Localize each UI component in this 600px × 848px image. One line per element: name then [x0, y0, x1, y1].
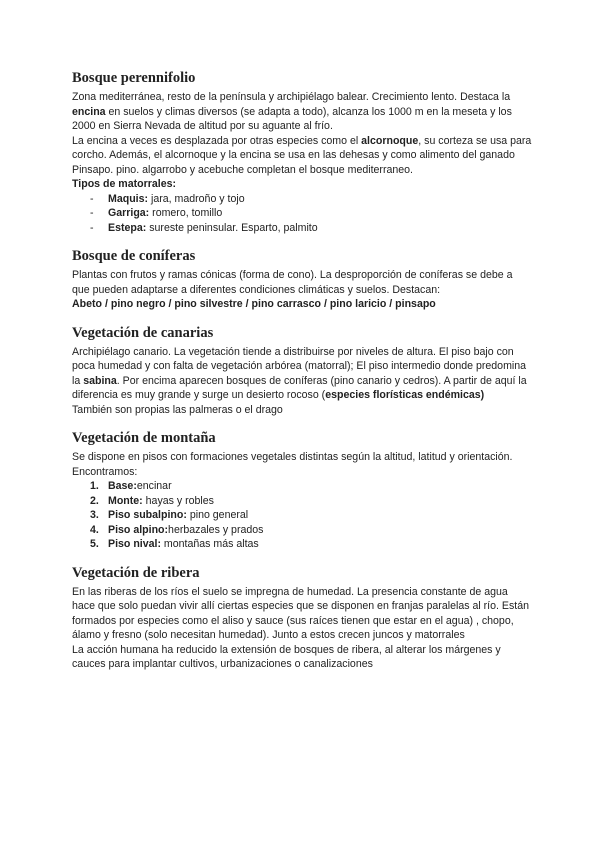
- document-content: [72, 70, 532, 685]
- matorrales-list: [72, 192, 532, 236]
- paragraph: Plantas con frutos y ramas cónicas (forma de cono). La desproporción de coníferas se debe a que pueden adaptarse a diferentes condiciones climáticas y suelos. Destacan:: [72, 269, 513, 296]
- section-title: Vegetación de montaña: [72, 430, 216, 446]
- item-number: 5.: [90, 538, 99, 550]
- text: en suelos y climas diversos (se adapta a todo), alcanza los 1000 m en la meseta y los 2000 en Sierra Nevada de altitud por su aguante al frío.: [72, 105, 512, 132]
- paragraph: [72, 297, 532, 312]
- bold-term: especies florísticas endémicas): [325, 389, 485, 401]
- paragraph: [72, 134, 532, 163]
- list-item: [72, 479, 532, 494]
- text: , su corteza se usa para corcho. Además, el alcornoque y la encina se usa en las dehesas y como alimento del ganado: [72, 134, 532, 161]
- section-vegetacion-montana: [72, 430, 532, 552]
- paragraph: La acción humana ha reducido la extensión de bosques de ribera, al alterar los márgenes y cauces para implantar cultivos, urbanizaciones o canalizaciones: [72, 643, 501, 670]
- list-item: [72, 537, 532, 552]
- section-bosque-perennifolio: [72, 70, 532, 235]
- paragraph: Pinsapo. pino. algarrobo y acebuche completan el bosque mediterraneo.: [72, 163, 413, 176]
- text: Zona mediterránea, resto de la península y archipiélago balear. Crecimiento lento. Destaca la: [72, 91, 511, 103]
- text: Archipiélago canario. La vegetación tiende a distribuirse por niveles de altura. El piso bajo con poca humedad y con falta de vegetación arbórea (matorral); El piso intermedio donde predomina la: [72, 345, 527, 387]
- item-text: romero, tomillo: [149, 207, 223, 219]
- item-number: 2.: [90, 494, 99, 507]
- paragraph: En las riberas de los ríos el suelo se impregna de humedad. La presencia constante de agua hace que solo puedan vivir allí ciertas especies que se disponen en franjas paralelas al río. Están formados por especies como el aliso y sauce (sus raíces tienen que estar en el agua) , chopo, álamo y fresno (solo necesitan humedad). Junto a estos crecen juncos y matorrales: [72, 585, 529, 641]
- item-text: montañas más altas: [160, 538, 259, 550]
- item-label: Garriga:: [108, 207, 150, 219]
- item-label: Estepa:: [108, 221, 147, 234]
- list-item: [72, 221, 532, 236]
- subheading: [72, 177, 532, 192]
- bold-term: encina: [72, 105, 106, 118]
- item-number: 3.: [90, 509, 99, 521]
- item-text: jara, madroño y tojo: [148, 192, 245, 205]
- item-number: 4.: [90, 523, 99, 536]
- bold-term: Abeto / pino negro / pino silvestre / pino carrasco / pino laricio / pinsapo: [72, 298, 436, 310]
- bold-term: sabina: [83, 374, 117, 387]
- item-text: encinar: [136, 480, 172, 492]
- list-item: [72, 494, 532, 509]
- item-text: pino general: [186, 509, 249, 521]
- bold-term: alcornoque: [361, 134, 419, 147]
- pisos-list: [72, 479, 532, 552]
- list-item: [72, 508, 532, 523]
- paragraph: [72, 345, 532, 403]
- item-label: Piso nival:: [108, 538, 161, 550]
- item-label: Piso subalpino:: [108, 509, 187, 521]
- section-bosque-coniferas: [72, 248, 532, 312]
- section-vegetacion-ribera: [72, 565, 532, 672]
- item-text: hayas y robles: [142, 494, 214, 507]
- text: La encina a veces es desplazada por otras especies como el: [72, 134, 362, 147]
- text: . Por encima aparecen bosques de coníferas (pino canario y cedros). A partir de aquí la diferencia es muy grande y surge un desierto rocoso (: [72, 374, 527, 401]
- item-text: sureste peninsular. Esparto, palmito: [146, 221, 318, 234]
- section-title: Vegetación de ribera: [72, 564, 200, 581]
- item-label: Maquis:: [108, 192, 149, 205]
- bold-term: Tipos de matorrales:: [72, 178, 177, 190]
- list-item: [72, 206, 532, 221]
- paragraph: [72, 90, 532, 134]
- item-label: Monte:: [108, 494, 143, 507]
- paragraph: Se dispone en pisos con formaciones vegetales distintas según la altitud, latitud y orientación. Encontramos:: [72, 451, 513, 478]
- list-item: [72, 523, 532, 538]
- section-title: Vegetación de canarias: [72, 324, 214, 341]
- section-title: Bosque de coníferas: [72, 248, 196, 264]
- list-item: [72, 192, 532, 207]
- item-label: Base:: [108, 480, 137, 492]
- paragraph: También son propias las palmeras o el drago: [72, 403, 283, 416]
- item-number: 1.: [90, 480, 99, 492]
- item-label: Piso alpino:: [108, 523, 169, 536]
- section-title: Bosque perennifolio: [72, 70, 196, 86]
- section-vegetacion-canarias: [72, 325, 532, 418]
- item-text: herbazales y prados: [168, 523, 264, 536]
